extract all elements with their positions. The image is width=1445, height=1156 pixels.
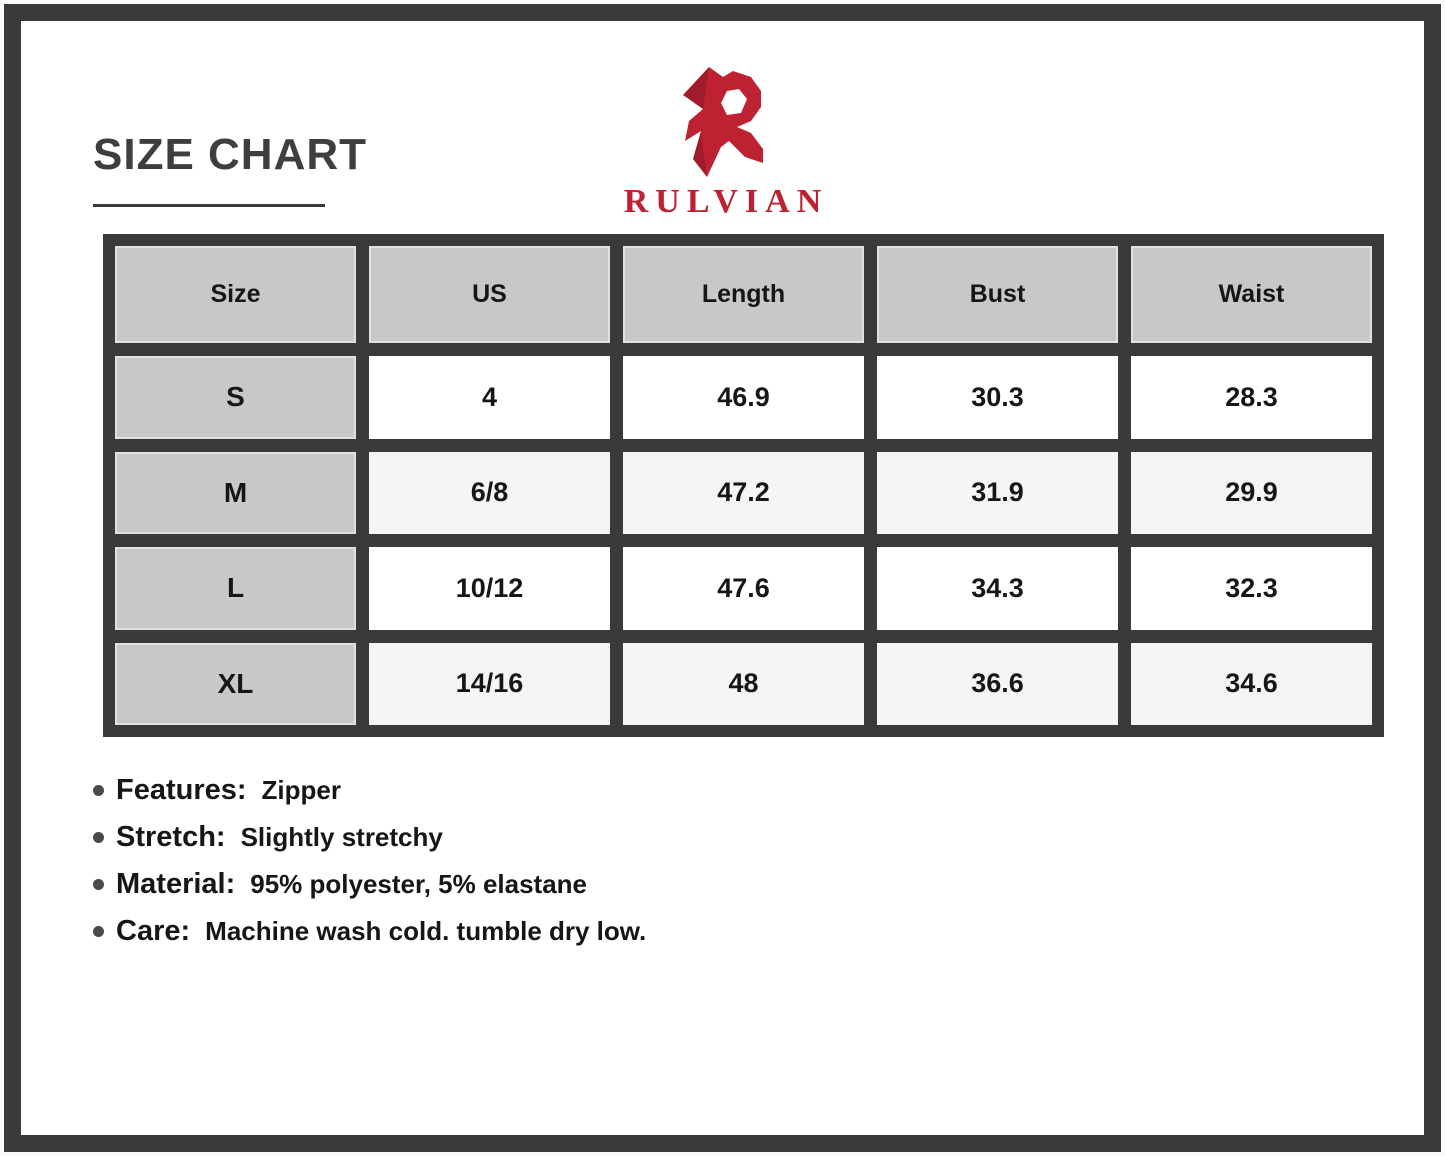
- size-cell: M: [115, 452, 356, 535]
- data-cell: 29.9: [1131, 452, 1372, 535]
- bullet-icon: [93, 832, 104, 843]
- size-cell: L: [115, 547, 356, 630]
- header-cell-us: US: [369, 246, 610, 343]
- data-cell: 34.3: [877, 547, 1118, 630]
- bullet-value: Zipper: [261, 775, 341, 805]
- brand-block: [21, 65, 1424, 219]
- bullet-label: Care:: [116, 915, 191, 947]
- page-frame: [4, 4, 1441, 1152]
- list-item-stretch: [93, 820, 646, 854]
- bullet-label: Material:: [116, 868, 236, 900]
- data-cell: 32.3: [1131, 547, 1372, 630]
- header-cell-length: Length: [623, 246, 864, 343]
- data-cell: 47.2: [623, 452, 864, 535]
- data-cell: 10/12: [369, 547, 610, 630]
- data-cell: 47.6: [623, 547, 864, 630]
- bullet-label: Features:: [116, 774, 247, 806]
- page-title: SIZE CHART: [93, 130, 367, 179]
- data-cell: 36.6: [877, 643, 1118, 726]
- bullet-value: 95% polyester, 5% elastane: [250, 869, 588, 899]
- size-chart-table: [103, 234, 1384, 737]
- list-item-material: [93, 867, 646, 901]
- bullet-value: Machine wash cold. tumble dry low.: [205, 916, 647, 946]
- bullet-icon: [93, 879, 104, 890]
- list-item-features: [93, 773, 646, 807]
- size-cell: XL: [115, 643, 356, 726]
- brand-name: RULVIAN: [623, 183, 829, 220]
- header-cell-size: Size: [115, 246, 356, 343]
- data-cell: 46.9: [623, 356, 864, 439]
- data-cell: 34.6: [1131, 643, 1372, 726]
- header-cell-waist: Waist: [1131, 246, 1372, 343]
- data-cell: 4: [369, 356, 610, 439]
- details-list: [93, 773, 646, 948]
- bullet-icon: [93, 926, 104, 937]
- rulvian-angular-r-icon: [677, 65, 769, 181]
- data-cell: 30.3: [877, 356, 1118, 439]
- data-cell: 6/8: [369, 452, 610, 535]
- header-cell-bust: Bust: [877, 246, 1118, 343]
- size-cell: S: [115, 356, 356, 439]
- data-cell: 28.3: [1131, 356, 1372, 439]
- data-cell: 31.9: [877, 452, 1118, 535]
- data-cell: 48: [623, 643, 864, 726]
- list-item-care: [93, 914, 646, 948]
- bullet-label: Stretch:: [116, 821, 226, 853]
- bullet-icon: [93, 785, 104, 796]
- bullet-value: Slightly stretchy: [240, 822, 443, 852]
- data-cell: 14/16: [369, 643, 610, 726]
